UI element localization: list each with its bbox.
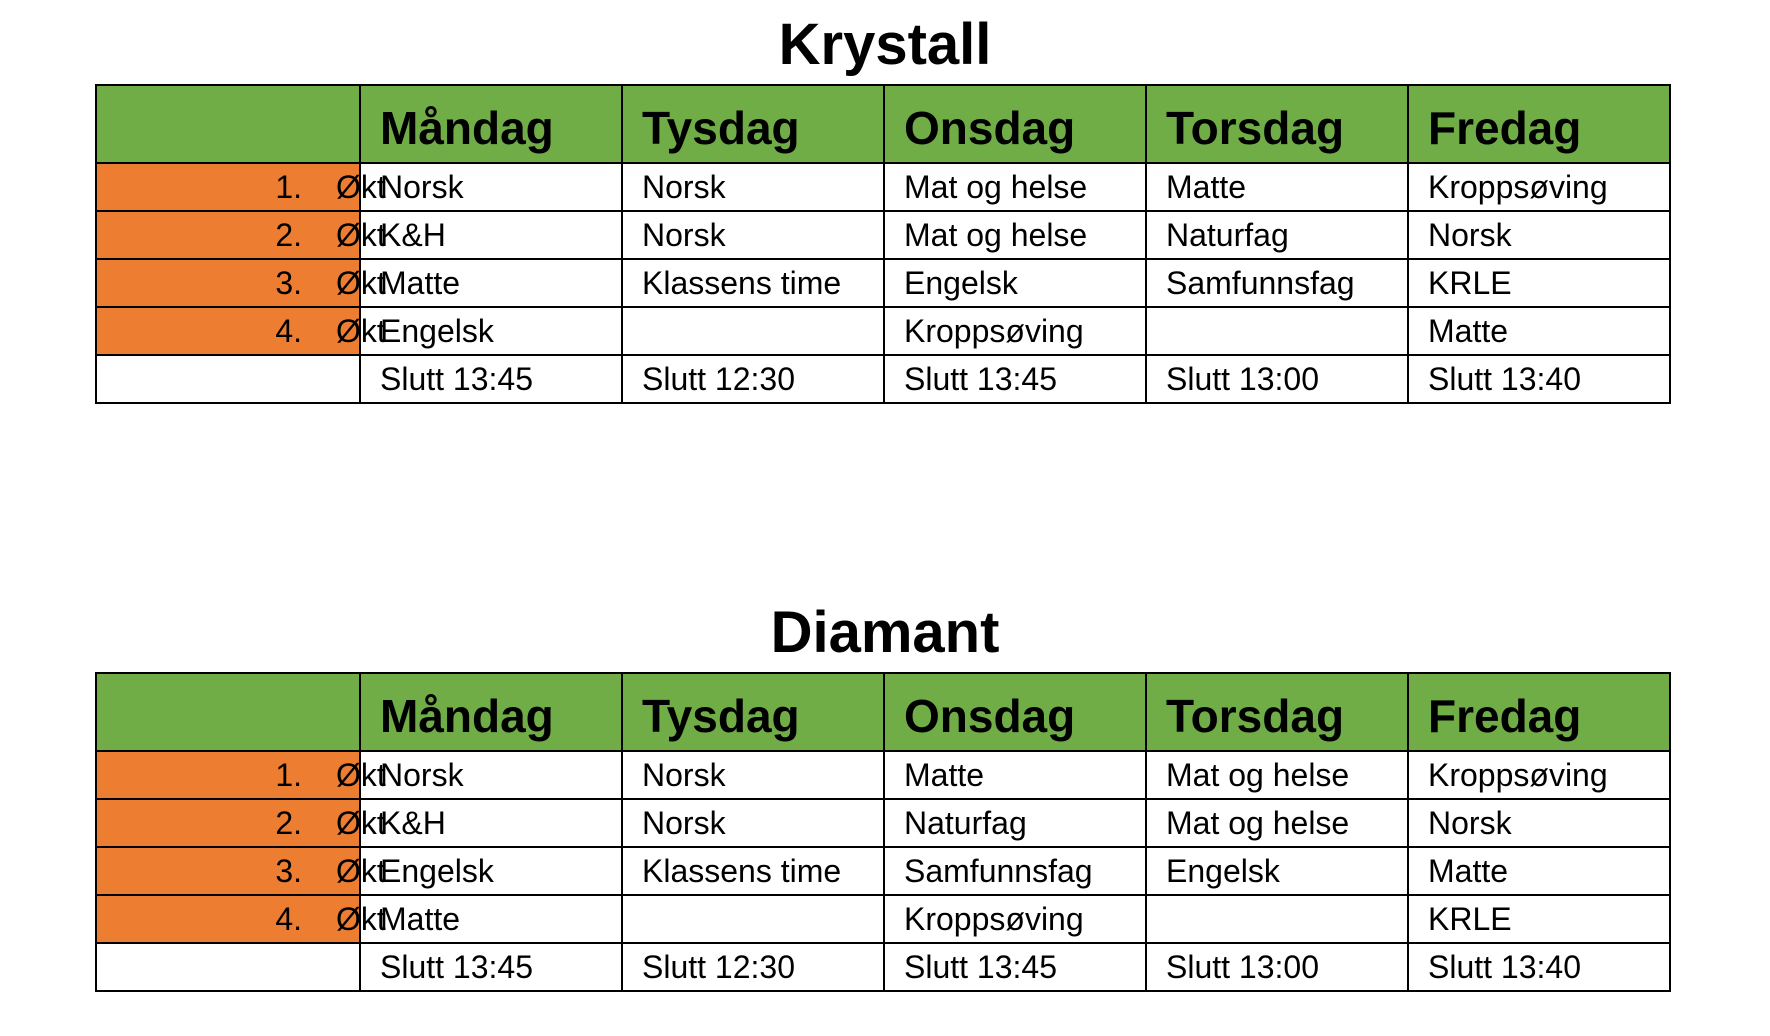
- session-label-cell: [96, 211, 386, 259]
- corner-cell: [96, 673, 360, 751]
- session-label: Økt: [336, 901, 386, 937]
- end-time-cell: Slutt 13:45: [360, 355, 622, 403]
- session-row: [96, 163, 1670, 211]
- end-time-cell: Slutt 13:00: [1146, 355, 1408, 403]
- session-label: Økt: [336, 217, 386, 253]
- day-header: Fredag: [1408, 673, 1670, 751]
- session-label-cell: [96, 895, 386, 943]
- end-time-cell: Slutt 13:45: [884, 355, 1146, 403]
- subject-cell: Klassens time: [622, 847, 884, 895]
- subject-cell: Kroppsøving: [884, 895, 1146, 943]
- end-time-row: [96, 943, 1670, 991]
- subject-cell: Kroppsøving: [1408, 751, 1670, 799]
- subject-cell: Matte: [360, 259, 622, 307]
- session-label: Økt: [336, 169, 386, 205]
- subject-cell: Kroppsøving: [884, 307, 1146, 355]
- session-number: 1.: [275, 169, 302, 205]
- corner-cell: [96, 85, 360, 163]
- subject-cell: Engelsk: [884, 259, 1146, 307]
- session-label: Økt: [336, 805, 386, 841]
- subject-cell: [1146, 895, 1408, 943]
- session-label: Økt: [336, 265, 386, 301]
- end-time-cell: Slutt 13:45: [360, 943, 622, 991]
- timetable: [95, 672, 1671, 992]
- subject-cell: [622, 895, 884, 943]
- session-row: [96, 751, 1670, 799]
- session-row: [96, 259, 1670, 307]
- subject-cell: [1146, 307, 1408, 355]
- session-row: [96, 307, 1670, 355]
- subject-cell: Norsk: [622, 799, 884, 847]
- subject-cell: K&H: [360, 799, 622, 847]
- session-number: 2.: [275, 217, 302, 253]
- session-number: 1.: [275, 757, 302, 793]
- session-row: [96, 895, 1670, 943]
- schedule-title: Krystall: [778, 12, 992, 77]
- session-row: [96, 847, 1670, 895]
- day-header: Fredag: [1408, 85, 1670, 163]
- subject-cell: K&H: [360, 211, 622, 259]
- session-number: 4.: [275, 313, 302, 349]
- subject-cell: Matte: [1408, 847, 1670, 895]
- end-time-cell: Slutt 13:40: [1408, 355, 1670, 403]
- day-header: Tysdag: [622, 673, 884, 751]
- subject-cell: Norsk: [1408, 799, 1670, 847]
- end-time-cell: Slutt 13:45: [884, 943, 1146, 991]
- subject-cell: Samfunnsfag: [1146, 259, 1408, 307]
- subject-cell: Norsk: [622, 211, 884, 259]
- end-time-row: [96, 355, 1670, 403]
- end-time-cell: Slutt 12:30: [622, 943, 884, 991]
- subject-cell: Engelsk: [360, 847, 622, 895]
- subject-cell: KRLE: [1408, 259, 1670, 307]
- subject-cell: Norsk: [622, 751, 884, 799]
- subject-cell: Samfunnsfag: [884, 847, 1146, 895]
- empty-label-cell: [96, 943, 360, 991]
- subject-cell: [622, 307, 884, 355]
- end-time-cell: Slutt 12:30: [622, 355, 884, 403]
- day-header: Torsdag: [1146, 673, 1408, 751]
- subject-cell: Matte: [884, 751, 1146, 799]
- day-header: Tysdag: [622, 85, 884, 163]
- subject-cell: Norsk: [622, 163, 884, 211]
- session-number: 3.: [275, 265, 302, 301]
- subject-cell: Norsk: [360, 163, 622, 211]
- session-row: [96, 799, 1670, 847]
- subject-cell: Mat og helse: [1146, 751, 1408, 799]
- day-header: Onsdag: [884, 85, 1146, 163]
- subject-cell: Kroppsøving: [1408, 163, 1670, 211]
- end-time-cell: Slutt 13:40: [1408, 943, 1670, 991]
- day-header: Torsdag: [1146, 85, 1408, 163]
- timetable: [95, 84, 1671, 404]
- subject-cell: Engelsk: [360, 307, 622, 355]
- subject-cell: KRLE: [1408, 895, 1670, 943]
- subject-cell: Matte: [1146, 163, 1408, 211]
- session-label: Økt: [336, 313, 386, 349]
- session-number: 3.: [275, 853, 302, 889]
- session-number: 2.: [275, 805, 302, 841]
- schedule-title: Diamant: [770, 600, 1000, 665]
- session-label-cell: [96, 751, 386, 799]
- session-label-cell: [96, 163, 386, 211]
- day-header: Onsdag: [884, 673, 1146, 751]
- day-header: Måndag: [360, 85, 622, 163]
- empty-label-cell: [96, 355, 360, 403]
- subject-cell: Naturfag: [884, 799, 1146, 847]
- session-label: Økt: [336, 853, 386, 889]
- session-label-cell: [96, 799, 386, 847]
- subject-cell: Mat og helse: [884, 163, 1146, 211]
- session-label-cell: [96, 259, 386, 307]
- subject-cell: Matte: [360, 895, 622, 943]
- subject-cell: Norsk: [1408, 211, 1670, 259]
- day-header-row: [96, 85, 1670, 163]
- session-label-cell: [96, 307, 386, 355]
- subject-cell: Norsk: [360, 751, 622, 799]
- subject-cell: Matte: [1408, 307, 1670, 355]
- end-time-cell: Slutt 13:00: [1146, 943, 1408, 991]
- subject-cell: Naturfag: [1146, 211, 1408, 259]
- subject-cell: Mat og helse: [1146, 799, 1408, 847]
- subject-cell: Klassens time: [622, 259, 884, 307]
- subject-cell: Engelsk: [1146, 847, 1408, 895]
- session-row: [96, 211, 1670, 259]
- session-number: 4.: [275, 901, 302, 937]
- day-header: Måndag: [360, 673, 622, 751]
- day-header-row: [96, 673, 1670, 751]
- session-label: Økt: [336, 757, 386, 793]
- subject-cell: Mat og helse: [884, 211, 1146, 259]
- session-label-cell: [96, 847, 386, 895]
